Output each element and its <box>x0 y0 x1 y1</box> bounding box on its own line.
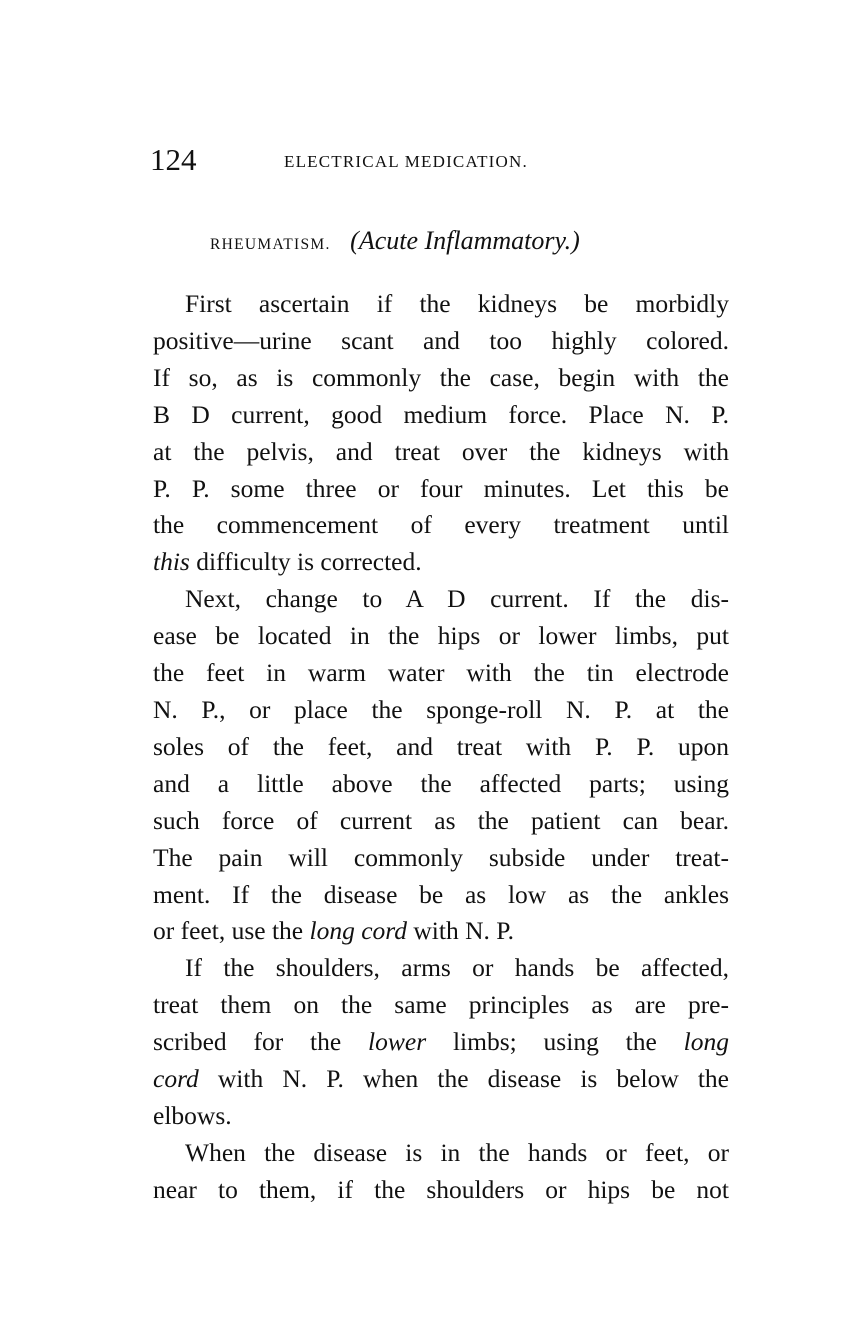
section-heading-title: RHEUMATISM. <box>210 236 331 253</box>
text-line: elbows. <box>153 1100 232 1130</box>
text-line: N. P., or place the sponge-roll N. P. at the <box>153 694 729 724</box>
text-line: near to them, if the shoulders or hips be not <box>153 1174 729 1204</box>
text-line: treat them on the same principles as are pre- <box>153 990 729 1020</box>
text-line: If the shoulders, arms or hands be affected, <box>185 953 729 983</box>
text-line: or feet, use the long cord with N. P. <box>153 916 514 946</box>
text-line: If so, as is commonly the case, begin with the <box>153 362 729 392</box>
text-line: P. P. some three or four minutes. Let this be <box>153 473 729 503</box>
text-line: this difficulty is corrected. <box>153 547 422 577</box>
text-line: at the pelvis, and treat over the kidneys with <box>153 436 729 466</box>
text-line: B D current, good medium force. Place N. P. <box>153 399 729 429</box>
paragraph <box>153 1135 729 1209</box>
text-line: the commencement of every treatment until <box>153 510 729 540</box>
text-line: The pain will commonly subside under treat- <box>153 842 729 872</box>
body-text <box>153 286 729 1209</box>
paragraph <box>153 581 729 950</box>
running-title: ELECTRICAL MEDICATION. <box>284 152 528 171</box>
page-header <box>150 142 750 182</box>
text-line: ease be located in the hips or lower limbs, put <box>153 621 729 651</box>
text-line: Next, change to A D current. If the dis- <box>185 584 729 614</box>
section-heading-subtitle: (Acute Inflammatory.) <box>350 226 580 255</box>
text-line: the feet in warm water with the tin electrode <box>153 658 729 688</box>
text-line: First ascertain if the kidneys be morbidly <box>185 289 729 318</box>
italic-text: this <box>153 547 190 577</box>
text-line: scribed for the lower limbs; using the long <box>153 1027 729 1057</box>
text-line: and a little above the affected parts; using <box>153 768 729 798</box>
paragraph <box>153 950 729 1135</box>
italic-text: long <box>683 1027 729 1057</box>
text-line: ment. If the disease be as low as the ankles <box>153 879 729 909</box>
text-line: such force of current as the patient can bear. <box>153 805 729 835</box>
text-line: cord with N. P. when the disease is below the <box>153 1064 729 1094</box>
text-line: soles of the feet, and treat with P. P. upon <box>153 731 729 761</box>
text-line: When the disease is in the hands or feet, or <box>185 1137 729 1167</box>
section-heading <box>210 226 580 256</box>
page-number: 124 <box>150 142 197 177</box>
italic-text: long cord <box>309 916 407 946</box>
italic-text: lower <box>368 1027 427 1057</box>
paragraph <box>153 286 729 581</box>
italic-text: cord <box>153 1064 199 1094</box>
text-line: positive—urine scant and too highly colored. <box>153 325 729 355</box>
